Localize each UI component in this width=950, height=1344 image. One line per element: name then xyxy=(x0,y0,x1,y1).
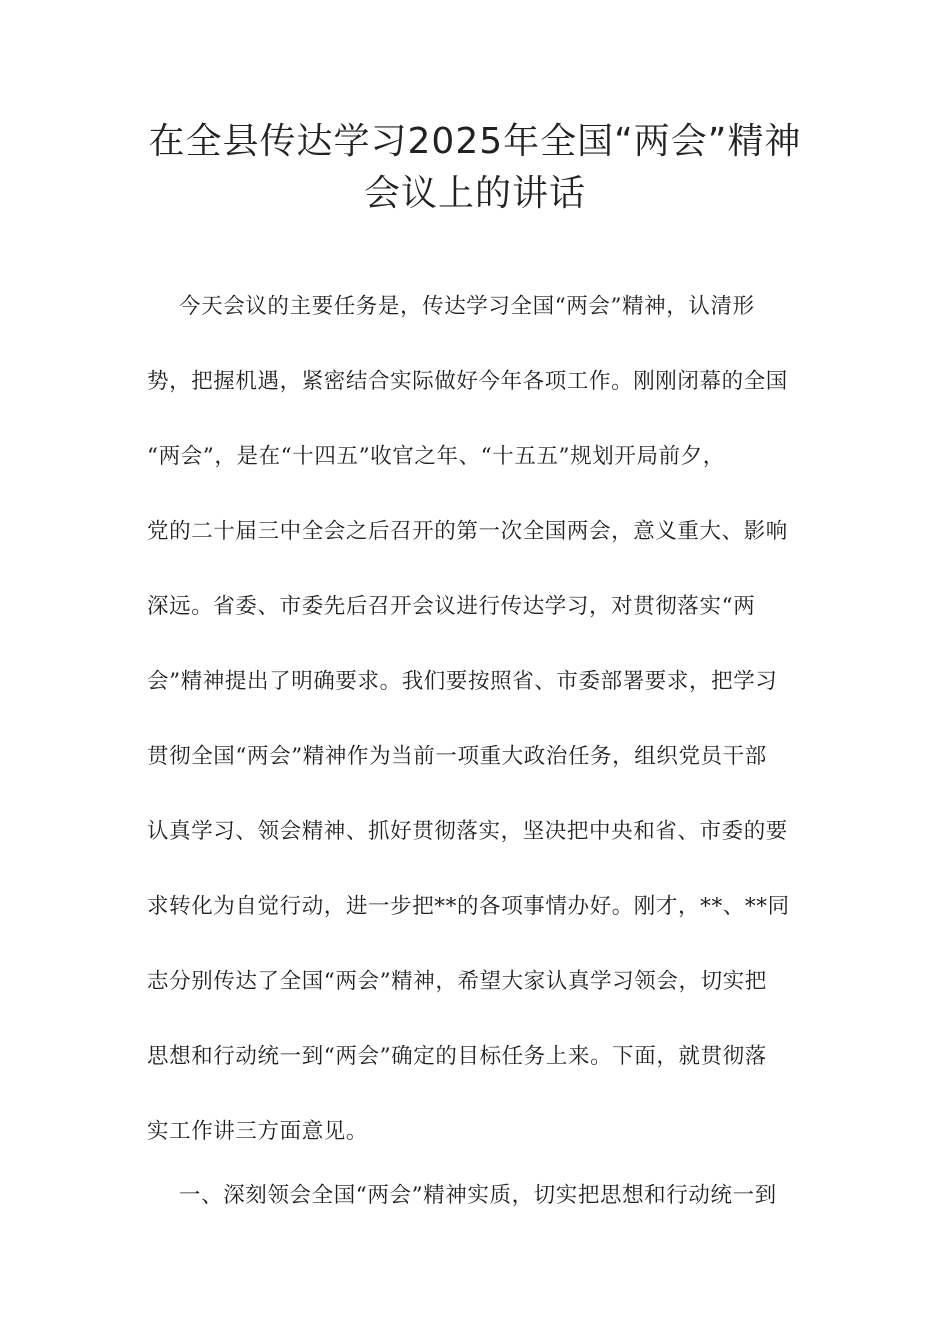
paragraph-line: 深远。省委、市委先后召开会议进行传达学习，对贯彻落实“两 xyxy=(147,594,756,619)
title-line-1: 在全县传达学习2025年全国“两会”精神 xyxy=(148,121,802,162)
paragraph-line: 求转化为自觉行动，进一步把**的各项事情办好。刚才，**、**同 xyxy=(147,894,790,919)
paragraph-line: 志分别传达了全国“两会”精神，希望大家认真学习领会，切实把 xyxy=(147,969,767,994)
document-title xyxy=(140,116,810,220)
intro-paragraph xyxy=(147,287,807,1187)
title-line-2: 会议上的讲话 xyxy=(363,173,586,214)
paragraph-line: “两会”，是在“十四五”收官之年、“十五五”规划开局前夕， xyxy=(147,444,725,469)
paragraph-line: 思想和行动统一到“两会”确定的目标任务上来。下面，就贯彻落 xyxy=(147,1044,767,1069)
paragraph-line: 会”精神提出了明确要求。我们要按照省、市委部署要求，把学习 xyxy=(147,669,778,694)
paragraph-line: 贯彻全国“两会”精神作为当前一项重大政治任务，组织党员干部 xyxy=(147,744,767,769)
paragraph-line: 势，把握机遇，紧密结合实际做好今年各项工作。刚刚闭幕的全国 xyxy=(147,369,788,394)
section-heading-1: 一、深刻领会全国“两会”精神实质，切实把思想和行动统一到 xyxy=(179,1183,777,1208)
paragraph-line: 认真学习、领会精神、抓好贯彻落实，坚决把中央和省、市委的要 xyxy=(147,819,788,844)
paragraph-line: 今天会议的主要任务是，传达学习全国“两会”精神，认清形 xyxy=(179,294,755,319)
paragraph-line: 实工作讲三方面意见。 xyxy=(147,1119,369,1144)
paragraph-line: 党的二十届三中全会之后召开的第一次全国两会，意义重大、影响 xyxy=(147,519,788,544)
